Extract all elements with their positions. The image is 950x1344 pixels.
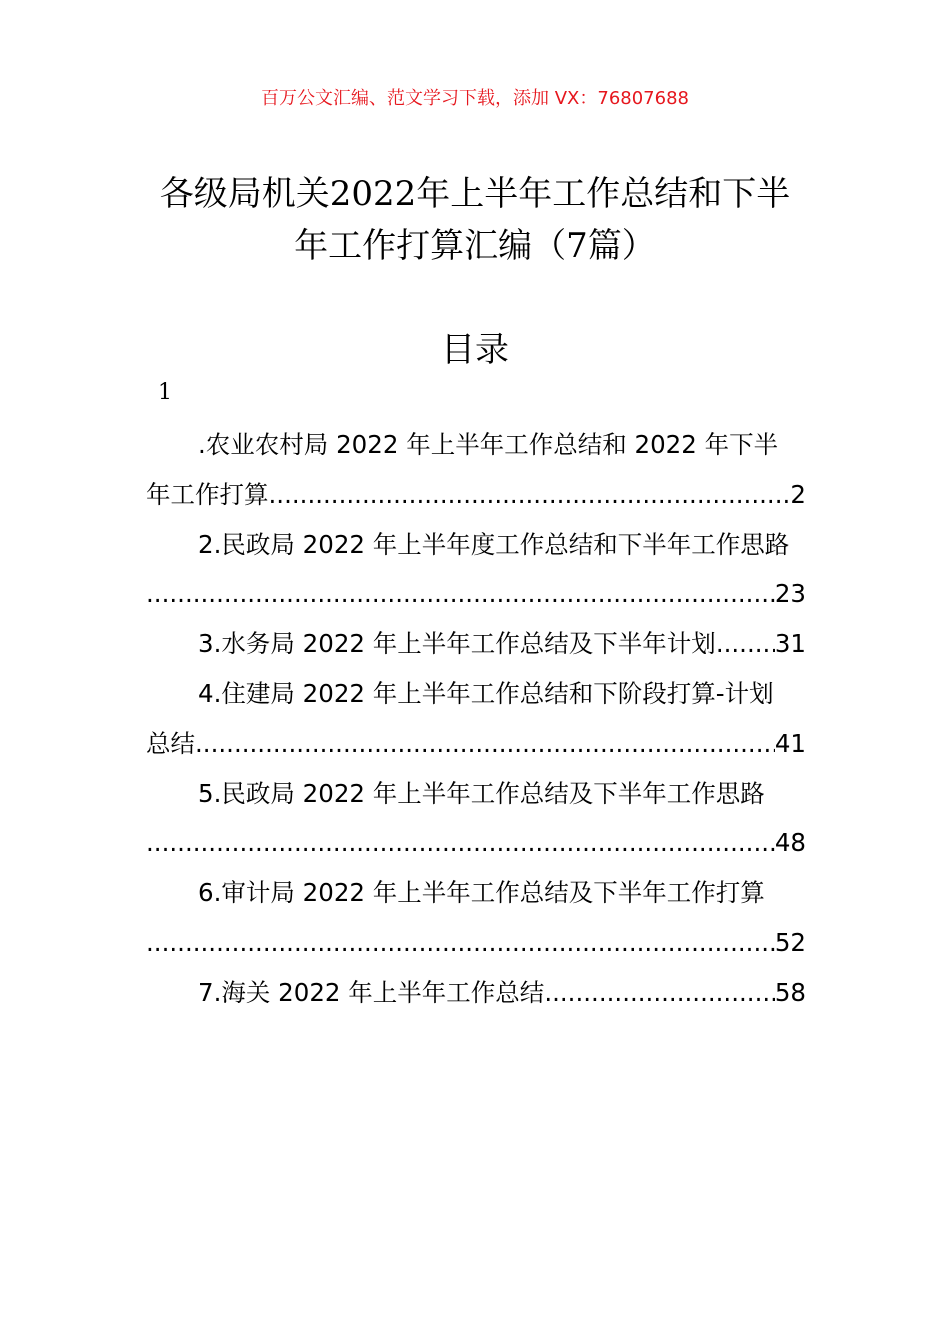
title-count: 7 [566, 226, 588, 266]
toc-heading: 目录 [441, 330, 509, 370]
title-text: 各级局机关 [159, 174, 330, 214]
dot-leader [716, 619, 775, 669]
table-of-contents [146, 420, 806, 1018]
toc-page-number: 52 [774, 927, 806, 957]
toc-entry-1[interactable] [146, 420, 806, 520]
title-line-2 [100, 220, 850, 272]
title-text: 年上半年工作总结和下半 [416, 174, 791, 214]
toc-entry-6[interactable] [146, 868, 806, 968]
toc-page-number: 23 [774, 579, 806, 609]
title-line-1 [100, 168, 850, 220]
toc-entry-title: 7.海关 2022 年上半年工作总结 [198, 977, 545, 1007]
title-text: 篇） [587, 226, 656, 266]
dot-leader [146, 918, 775, 968]
toc-page-number: 48 [774, 828, 806, 858]
toc-entry-line [146, 968, 806, 1018]
toc-entry-title: 4.住建局 2022 年上半年工作总结和下阶段打算-计划 [198, 678, 774, 708]
dot-leader [544, 968, 775, 1018]
toc-entry-4[interactable] [146, 669, 806, 769]
toc-entry-title-cont: 年工作打算 [146, 479, 269, 509]
toc-entry-title-cont: 总结 [146, 728, 195, 758]
title-year: 2022 [329, 174, 417, 214]
title-text: 年工作打算汇编（ [294, 226, 567, 266]
toc-entry-7[interactable] [146, 968, 806, 1018]
toc-page-number: 41 [774, 728, 806, 758]
toc-entry-title: 6.审计局 2022 年上半年工作总结及下半年工作打算 [198, 878, 765, 908]
dot-leader [146, 569, 775, 619]
toc-entry-title: 2.民政局 2022 年上半年度工作总结和下半年工作思路 [198, 529, 790, 559]
toc-entry-continuation [146, 719, 806, 769]
toc-entry-title: 5.民政局 2022 年上半年工作总结及下半年工作思路 [198, 778, 765, 808]
dot-leader [146, 818, 775, 868]
page-marker-number: 1 [158, 380, 172, 405]
dot-leader [195, 719, 775, 769]
toc-entry-title: 3.水务局 2022 年上半年工作总结及下半年计划 [198, 629, 716, 659]
toc-page-number: 2 [790, 479, 806, 509]
toc-entry-3[interactable] [146, 619, 806, 669]
toc-entry-continuation [146, 569, 806, 619]
toc-entry-continuation [146, 818, 806, 868]
dot-leader [269, 470, 791, 520]
header-watermark-note: 百万公文汇编、范文学习下载，添加 VX：76807688 [261, 88, 689, 109]
toc-entry-line [146, 619, 806, 669]
toc-entry-title: .农业农村局 2022 年上半年工作总结和 2022 年下半 [198, 430, 779, 459]
toc-entry-continuation [146, 918, 806, 968]
toc-entry-2[interactable] [146, 520, 806, 620]
document-title [100, 168, 850, 272]
toc-entry-continuation [146, 470, 806, 520]
toc-entry-5[interactable] [146, 769, 806, 869]
toc-page-number: 58 [774, 977, 806, 1007]
toc-page-number: 31 [774, 629, 806, 659]
